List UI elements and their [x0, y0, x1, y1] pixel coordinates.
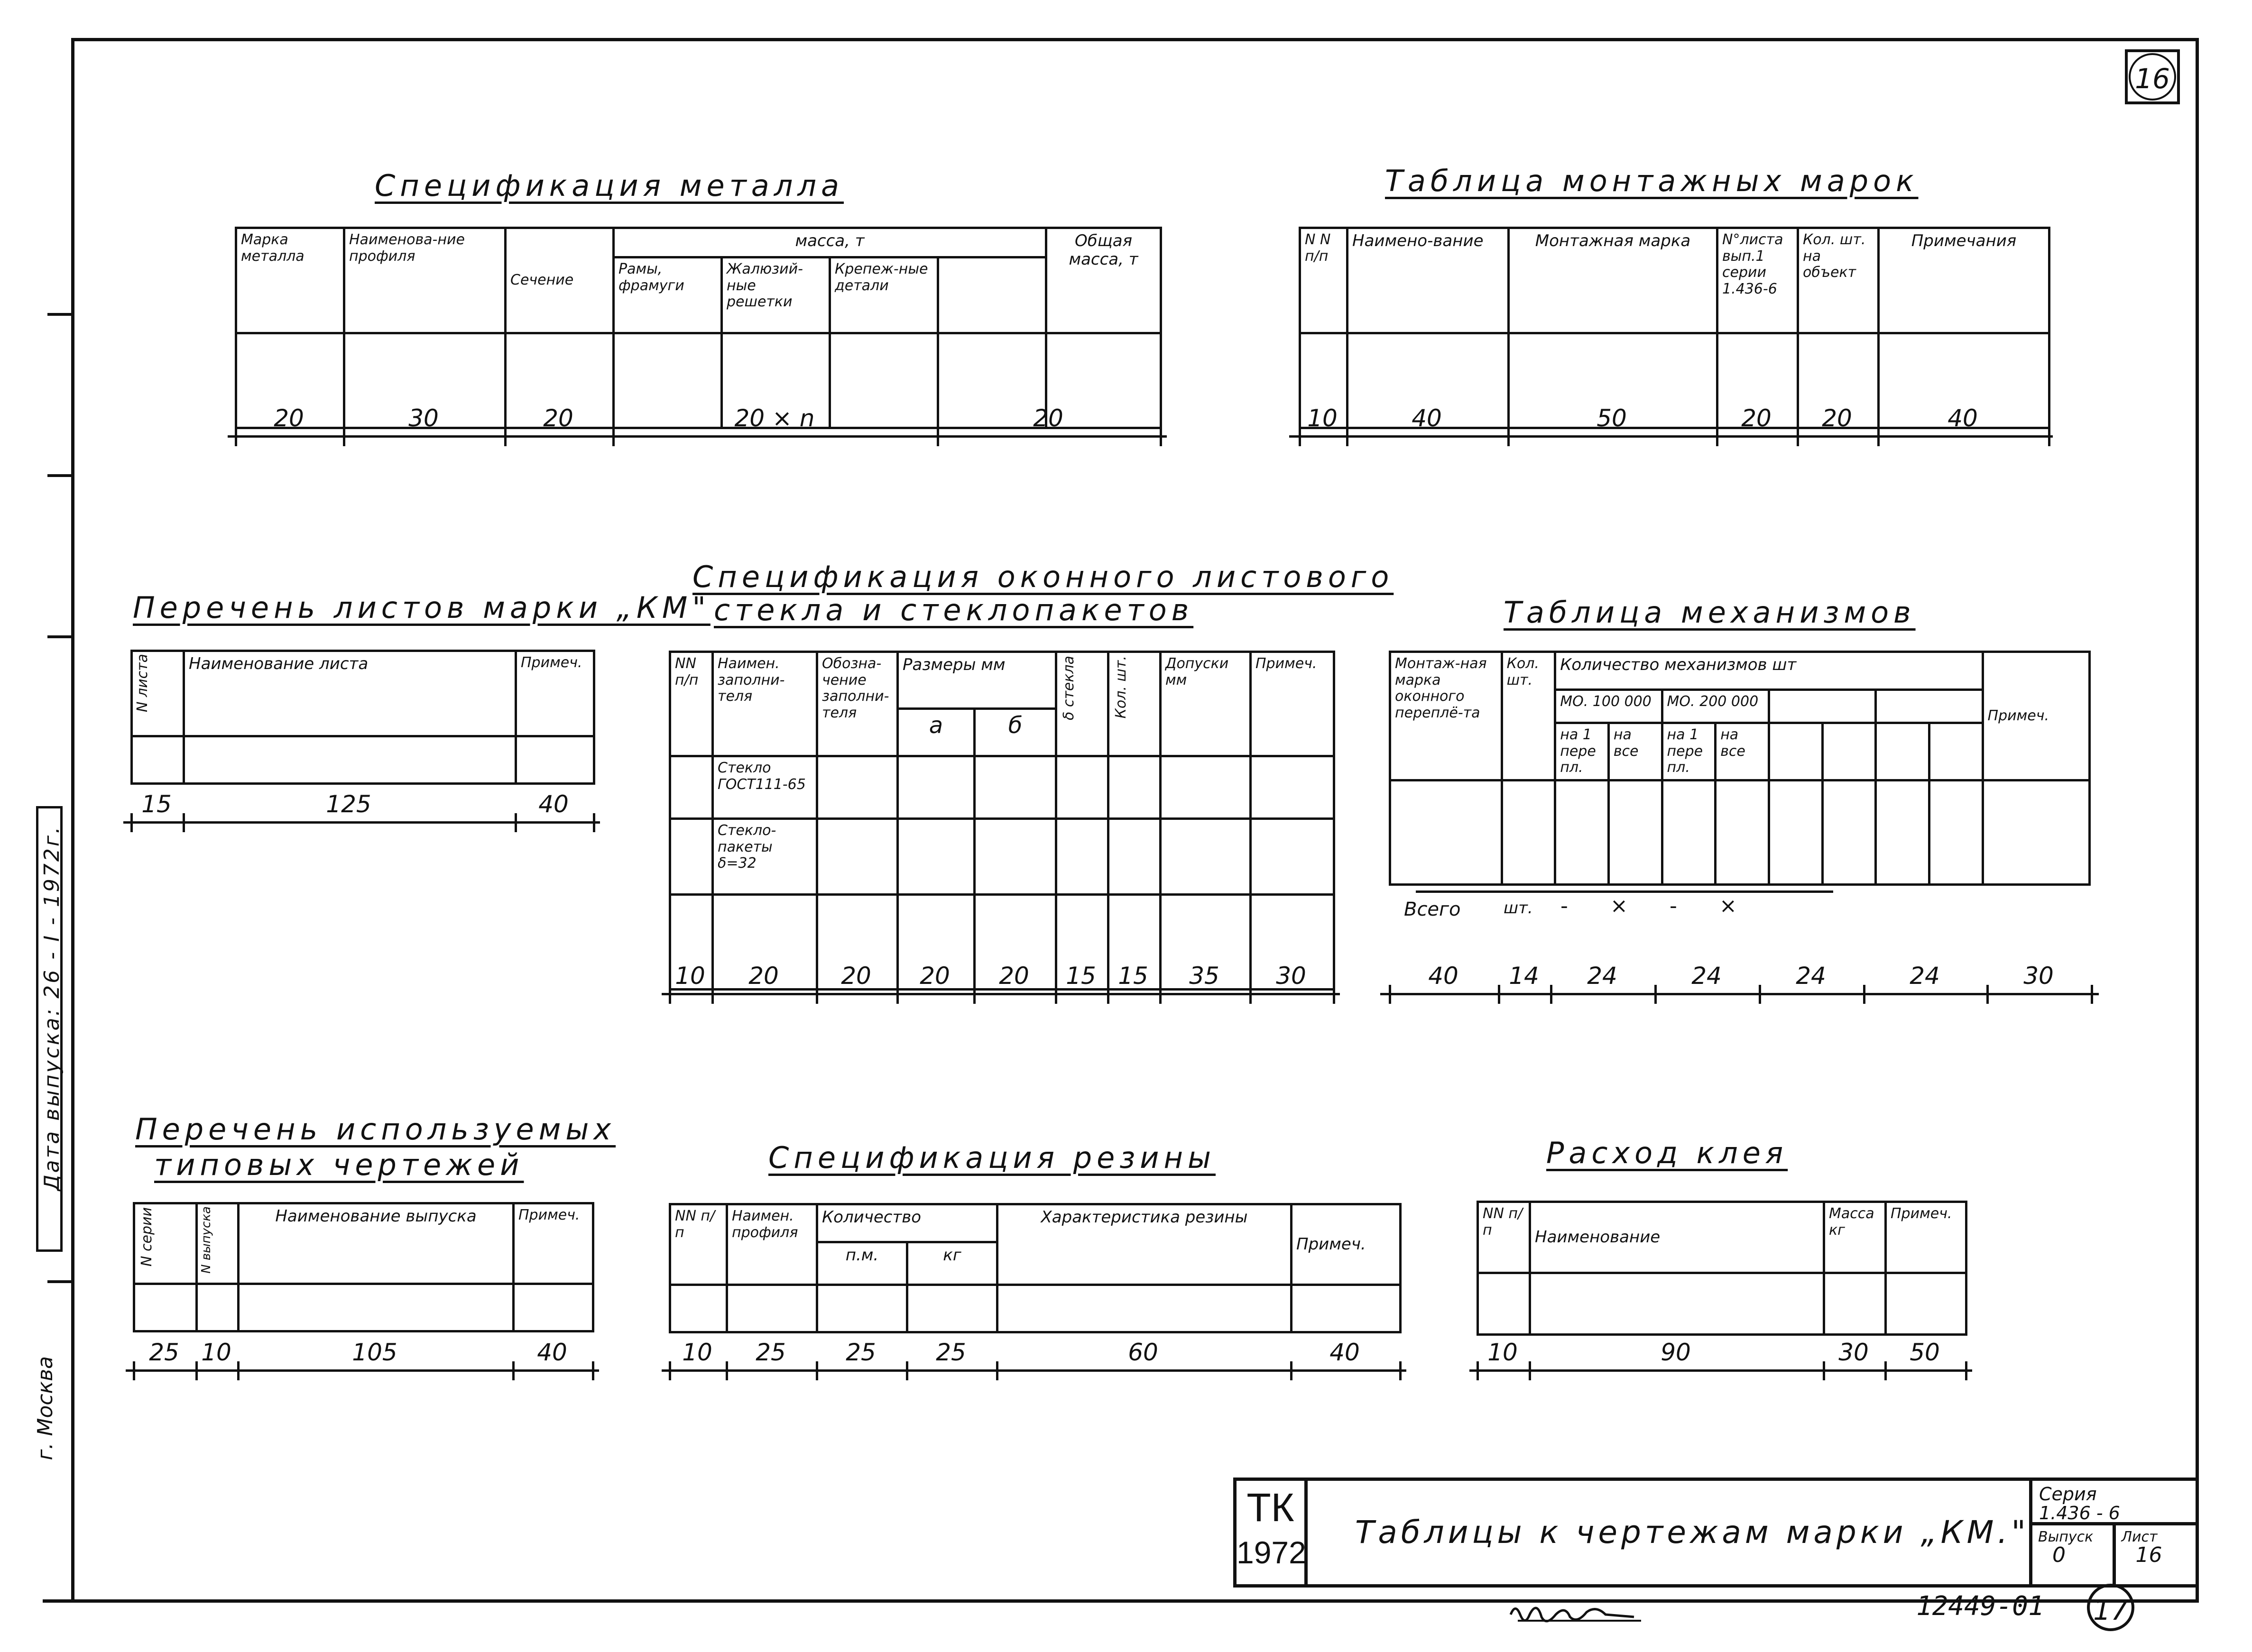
sheets-list-dims	[123, 790, 600, 835]
col-mark: Монтаж-ная марка оконного переплё-та	[1390, 652, 1502, 780]
sheet-number-bottom: 17	[2087, 1584, 2134, 1631]
sheets-list-table	[130, 650, 595, 785]
mechanisms-title: Таблица механизмов	[1504, 595, 1916, 630]
col-sheet: N°листа вып.1 серии 1.436-6	[1717, 228, 1798, 333]
drawings-list-title-2: типовых чертежей	[154, 1147, 524, 1182]
dim: 24	[1910, 962, 1940, 990]
dim: 30	[408, 404, 439, 432]
col-num: NN п/п	[670, 1204, 727, 1285]
issue-date-box	[28, 806, 71, 1252]
col-profile: Наимен. профиля	[727, 1204, 817, 1285]
sheet-number: 16	[2129, 53, 2176, 101]
dim: 20	[543, 404, 573, 432]
drawings-list-table	[133, 1202, 594, 1332]
mount-marks-dims	[1289, 404, 2053, 449]
dim: 20 × n	[734, 404, 815, 432]
col-note: Примеч.	[514, 1203, 593, 1284]
dim: 125	[326, 790, 371, 818]
col-all1: на все	[1608, 723, 1662, 780]
dim: 40	[538, 790, 569, 818]
dim: 15	[1118, 962, 1148, 990]
col-num: N N п/п	[1300, 228, 1348, 333]
dim: 20	[274, 404, 304, 432]
issue-value: 0	[2052, 1543, 2066, 1567]
dim: 24	[1691, 962, 1722, 990]
dim: 10	[1487, 1339, 1518, 1366]
signature	[1508, 1598, 1651, 1626]
col-mo1: МО. 100 000	[1555, 690, 1662, 723]
total-mark: ×	[1719, 894, 1737, 918]
series-label: Серия	[2039, 1484, 2097, 1505]
col-issue: N выпуска	[197, 1203, 239, 1284]
dim: 24	[1796, 962, 1826, 990]
col-total: Общая масса, т	[1046, 228, 1161, 333]
sheets-list-title: Перечень листов марки „КМ"	[133, 590, 711, 625]
col-name: Наименование листа	[184, 651, 516, 736]
col-note: Примечания	[1879, 228, 2049, 333]
col-filler: Наимен. заполни-теля	[713, 652, 817, 756]
col-note: Примеч.	[1292, 1204, 1401, 1285]
metal-spec-table	[235, 227, 1162, 429]
col-mass-group: масса, т	[614, 228, 1046, 257]
drawing-title: Таблицы к чертежам марки „КМ."	[1355, 1514, 2030, 1551]
drawings-list-dims	[126, 1339, 599, 1383]
col-qty: Кол. шт.	[1108, 652, 1161, 756]
dim: 40	[1947, 404, 1978, 432]
dim: 10	[675, 962, 705, 990]
col-num: NN п/п	[670, 652, 713, 756]
dim: 20	[1033, 404, 1063, 432]
doc-number: 12449-01	[1916, 1591, 2044, 1622]
dim: 25	[756, 1339, 786, 1366]
glass-spec-title-1: Спецификация оконного листового	[692, 560, 1394, 594]
total-label: Всего	[1404, 899, 1461, 920]
dim: 20	[920, 962, 950, 990]
col-tolerances: Допуски мм	[1161, 652, 1251, 756]
dim: 10	[682, 1339, 712, 1366]
dim: 60	[1128, 1339, 1158, 1366]
dim: 20	[1741, 404, 1772, 432]
dim: 40	[537, 1339, 567, 1366]
col-series: N серии	[134, 1203, 197, 1284]
dim: 20	[748, 962, 779, 990]
dim: 40	[1412, 404, 1442, 432]
margin-tick	[47, 635, 72, 638]
dim: 24	[1587, 962, 1617, 990]
col-num: NN п/п	[1478, 1202, 1530, 1273]
title-block	[1233, 1478, 2199, 1588]
col-thickness: δ стекла	[1056, 652, 1108, 756]
col-name: Наименование выпуска	[239, 1203, 514, 1284]
dim: 90	[1661, 1339, 1691, 1366]
col-grilles: Жалюзий-ные решетки	[722, 257, 830, 333]
col-frames: Рамы, фрамуги	[614, 257, 722, 333]
col-mass: Масса кг	[1824, 1202, 1886, 1273]
glass-spec-dims	[662, 962, 1340, 1007]
dim: 30	[1276, 962, 1306, 990]
mount-marks-table	[1299, 227, 2050, 429]
dim: 20	[1822, 404, 1852, 432]
col-grade: Марка металла	[236, 228, 344, 333]
col-qty: Кол. шт. на объект	[1798, 228, 1879, 333]
issue-label: Выпуск	[2038, 1529, 2094, 1545]
series-value: 1.436 - 6	[2039, 1503, 2120, 1524]
glue-table	[1477, 1201, 1967, 1336]
col-note: Примеч.	[1886, 1202, 1966, 1273]
glass-spec-table	[669, 651, 1335, 991]
col-qty: Кол. шт.	[1502, 652, 1555, 780]
mount-marks-title: Таблица монтажных марок	[1385, 164, 1919, 198]
dim: 25	[846, 1339, 876, 1366]
col-fasteners: Крепеж-ные детали	[830, 257, 938, 333]
sheet-number-box	[2125, 49, 2180, 104]
mechanisms-table	[1389, 651, 2091, 886]
sheet-value: 16	[2135, 1543, 2162, 1567]
dim: 25	[149, 1339, 179, 1366]
col-per1: на 1 перепл.	[1555, 723, 1609, 780]
margin-tick	[47, 1280, 72, 1283]
glass-spec-title-2: стекла и стеклопакетов	[714, 593, 1194, 627]
dim: 50	[1910, 1339, 1940, 1366]
col-b: б	[975, 709, 1056, 756]
dim: 20	[841, 962, 871, 990]
metal-spec-title: Спецификация металла	[375, 168, 844, 203]
col-profile: Наименова-ние профиля	[344, 228, 506, 333]
col-name: Наимено-вание	[1348, 228, 1509, 333]
dim: 40	[1329, 1339, 1360, 1366]
dim: 10	[1307, 404, 1338, 432]
drawings-list-title-1: Перечень используемых	[135, 1112, 616, 1147]
glue-title: Расход клея	[1546, 1136, 1788, 1170]
total-mark: -	[1670, 894, 1677, 918]
col-mo2: МО. 200 000	[1662, 690, 1769, 723]
city-label: г. Москва	[33, 1356, 57, 1460]
col-pm: п.м.	[817, 1242, 907, 1285]
total-mark: -	[1560, 894, 1568, 918]
col-note: Примеч.	[516, 651, 594, 736]
dim: 15	[1066, 962, 1096, 990]
mechanisms-dims	[1380, 962, 2099, 1007]
dim: 10	[201, 1339, 231, 1366]
col-blank	[938, 257, 1046, 333]
dim: 30	[1838, 1339, 1869, 1366]
row-glass: Стекло ГОСТ111-65	[713, 756, 817, 819]
col-num: N листа	[132, 651, 184, 736]
col-a: a	[898, 709, 975, 756]
dim: 35	[1189, 962, 1219, 990]
col-note: Примеч.	[1983, 652, 2089, 780]
margin-tick	[47, 474, 72, 477]
col-designation: Обозна-чение заполни-теля	[817, 652, 898, 756]
org-mark: ТК 1972	[1237, 1481, 1308, 1584]
total-mark: ×	[1610, 894, 1628, 918]
dim: 30	[2023, 962, 2054, 990]
dim: 40	[1428, 962, 1458, 990]
rubber-spec-dims	[662, 1339, 1406, 1383]
issue-date: Дата выпуска: 26 - I - 1972г.	[40, 825, 64, 1191]
col-per2: на 1 перепл.	[1662, 723, 1716, 780]
total-unit: шт.	[1504, 899, 1533, 918]
col-all2: на все	[1716, 723, 1769, 780]
col-char: Характеристика резины	[997, 1204, 1292, 1285]
margin-tick	[47, 313, 72, 316]
metal-spec-dims	[228, 404, 1167, 449]
dim: 50	[1597, 404, 1627, 432]
col-section: Сечение	[506, 228, 614, 333]
title-block-right	[2029, 1481, 2196, 1584]
sheet-label: Лист	[2121, 1529, 2158, 1545]
dim: 15	[141, 790, 172, 818]
glue-dims	[1469, 1339, 1972, 1383]
col-name: Наименование	[1530, 1202, 1824, 1273]
dim: 105	[352, 1339, 397, 1366]
col-mark: Монтажная марка	[1509, 228, 1717, 333]
rubber-spec-table	[669, 1203, 1402, 1333]
col-sizes: Размеры мм	[898, 652, 1056, 709]
col-kg: кг	[907, 1242, 997, 1285]
col-count: Количество механизмов шт	[1555, 652, 1983, 690]
col-qty: Количество	[817, 1204, 997, 1242]
col-note: Примеч.	[1251, 652, 1334, 756]
dim: 14	[1509, 962, 1539, 990]
row-packets: Стекло-пакеты δ=32	[713, 819, 817, 895]
dim: 20	[999, 962, 1029, 990]
rubber-spec-title: Спецификация резины	[768, 1140, 1216, 1175]
dim: 25	[936, 1339, 966, 1366]
